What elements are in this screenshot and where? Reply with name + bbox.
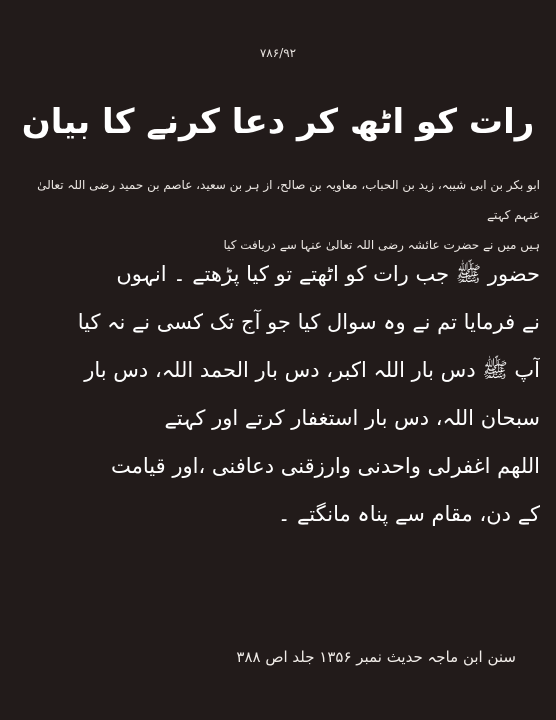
hadith-line: نے فرمایا تم نے وہ سوال کیا جو آج تک کسی نے نہ کیا [77, 310, 540, 334]
hadith-line: اللھم اغفرلی واحدنی وارزقنی دعافنی ،اور قیامت [111, 454, 540, 478]
hadith-line: حضور ﷺ جب رات کو اٹھتے تو کیا پڑھتے ۔ انہوں [116, 262, 540, 286]
narrator-chain [10, 170, 540, 260]
narrator-line: ہیں میں نے حضرت عائشہ رضی اللہ تعالیٰ عنہا سے دریافت کیا [223, 238, 540, 252]
hadith-text [12, 250, 540, 538]
source-citation: سنن ابن ماجہ حدیث نمبر ۱۳۵۶ جلد اص ۳۸۸ [236, 648, 516, 666]
hadith-line: آپ ﷺ دس بار اللہ اکبر، دس بار الحمد اللہ، دس بار [84, 358, 540, 382]
hadith-line: کے دن، مقام سے پناہ مانگتے ۔ [278, 502, 540, 526]
narrator-line: ابو بکر بن ابی شیبہ، زید بن الحباب، معاویہ بن صالح، از ہر بن سعید، عاصم بن حمید رضی اللہ تعالیٰ عنہم کہتے [37, 178, 540, 222]
reference-number: ۷۸۶/۹۲ [259, 46, 297, 60]
page-title: رات کو اٹھ کر دعا کرنے کا بیان [21, 102, 535, 142]
hadith-line: سبحان اللہ، دس بار استغفار کرتے اور کہتے [164, 406, 540, 430]
